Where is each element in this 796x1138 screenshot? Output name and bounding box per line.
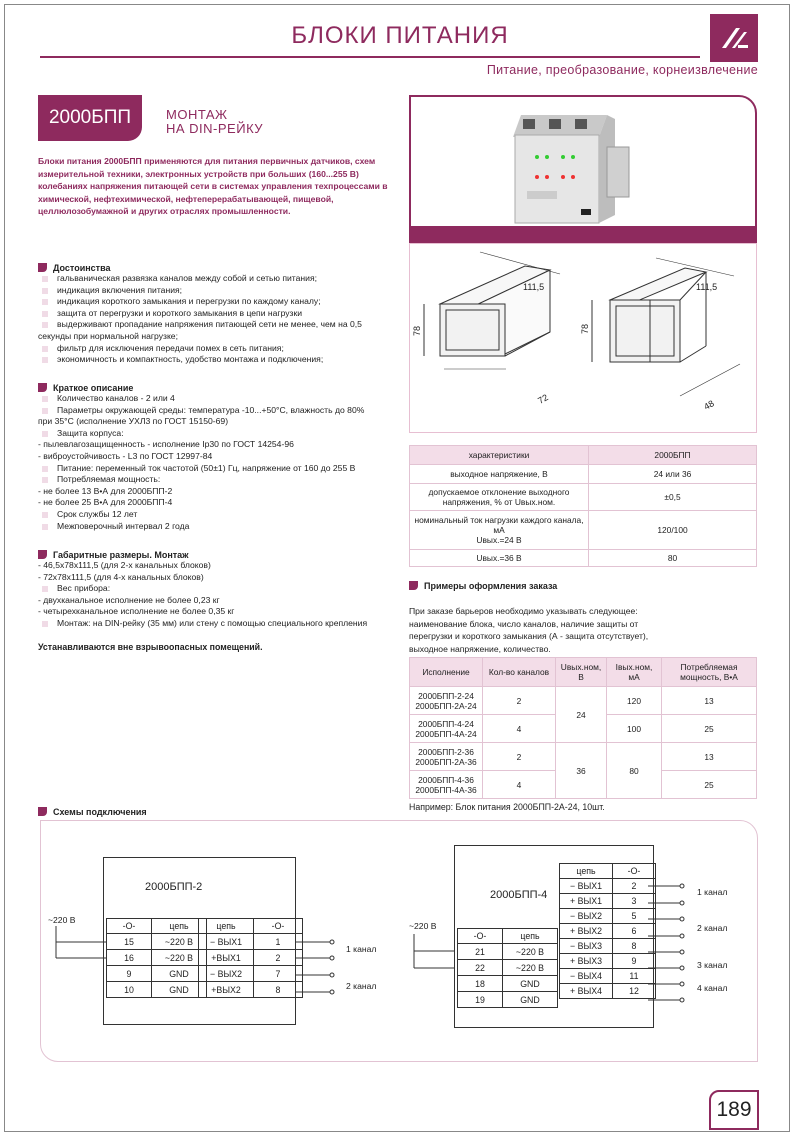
table-header: Исполнение bbox=[410, 658, 483, 687]
scheme-4-supply: ~220 В bbox=[409, 921, 437, 931]
list-item: Монтаж: на DIN-рейку (35 мм) или стену с помощью специального крепления bbox=[38, 618, 400, 630]
table-cell: 13 bbox=[662, 743, 757, 771]
table-cell: 8 bbox=[254, 982, 303, 998]
table-header: Потребляемая мощность, В•А bbox=[662, 658, 757, 687]
channel-label: 3 канал bbox=[697, 960, 728, 970]
dims-list bbox=[38, 560, 400, 630]
mount-line-2: НА DIN-РЕЙКУ bbox=[166, 121, 264, 136]
terminal-icon: -O- bbox=[613, 864, 656, 879]
table-cell: 25 bbox=[662, 771, 757, 799]
section-bullet-icon bbox=[38, 807, 47, 816]
dim-right-length: 111,5 bbox=[696, 282, 718, 292]
page-title: БЛОКИ ПИТАНИЯ bbox=[291, 22, 509, 49]
list-item: Вес прибора: bbox=[38, 583, 400, 595]
table-cell: GND bbox=[503, 976, 558, 992]
list-item: Количество каналов - 2 или 4 bbox=[38, 393, 400, 405]
table-row bbox=[410, 511, 757, 550]
brief-section bbox=[38, 383, 400, 532]
advantages-title: Достоинства bbox=[38, 263, 398, 273]
scheme-2-input-table bbox=[106, 918, 207, 998]
order-example: Например: Блок питания 2000БПП-2А-24, 10шт. bbox=[409, 802, 605, 812]
order-title: Примеры оформления заказа bbox=[409, 581, 757, 591]
table-cell: 16 bbox=[107, 950, 152, 966]
list-item: секунды при нормальной нагрузке; bbox=[38, 330, 178, 341]
list-item: - четырехканальное исполнение не более 0,35 кг bbox=[38, 606, 235, 617]
dims-title: Габаритные размеры. Монтаж bbox=[38, 550, 400, 560]
table-cell: 15 bbox=[107, 934, 152, 950]
table-cell: 2 bbox=[483, 687, 556, 715]
table-row bbox=[410, 446, 757, 465]
table-header: цепь bbox=[199, 919, 254, 934]
scheme-2-name: 2000БПП-2 bbox=[145, 881, 203, 893]
table-cell: ~220 В bbox=[503, 944, 558, 960]
table-cell: 2 bbox=[613, 879, 656, 894]
table-row bbox=[410, 743, 757, 771]
list-item: - пылевлагозащищенность - исполнение Ip30 по ГОСТ 14254-96 bbox=[38, 439, 294, 450]
advantages-section bbox=[38, 263, 398, 366]
table-cell: 2000БПП-2-24 2000БПП-2А-24 bbox=[410, 687, 483, 715]
dim-left-height: 78 bbox=[412, 325, 423, 337]
table-header: Кол-во каналов bbox=[483, 658, 556, 687]
table-cell: 6 bbox=[613, 924, 656, 939]
advantages-list bbox=[38, 273, 398, 366]
list-item: индикация короткого замыкания и перегрузки по каждому каналу; bbox=[38, 296, 398, 308]
table-cell: 2000БПП-4-36 2000БПП-4А-36 bbox=[410, 771, 483, 799]
table-cell: 2 bbox=[254, 950, 303, 966]
table-cell: Uвых.=36 В bbox=[410, 550, 589, 567]
list-item: - двухканальное исполнение не более 0,23 кг bbox=[38, 594, 220, 605]
list-item: защита от перегрузки и короткого замыкания в цепи нагрузки bbox=[38, 308, 398, 320]
table-cell: 13 bbox=[662, 687, 757, 715]
table-cell: 2 bbox=[483, 743, 556, 771]
table-row bbox=[410, 484, 757, 511]
table-cell: 24 bbox=[556, 687, 607, 743]
table-cell: 120 bbox=[607, 687, 662, 715]
table-cell: 100 bbox=[607, 715, 662, 743]
table-cell: + ВЫХ2 bbox=[560, 924, 613, 939]
channel-label: 1 канал bbox=[697, 887, 728, 897]
list-item: при 35°С (исполнение УХЛ3 по ГОСТ 15150-69) bbox=[38, 416, 229, 427]
table-cell: 80 bbox=[589, 550, 757, 567]
list-item: экономичность и компактность, удобство монтажа и подключения; bbox=[38, 354, 398, 366]
order-text: При заказе барьеров необходимо указывать следующее: наименование блока, число каналов, наличие защиты от перегрузки и короткого замыкания (А - защита отсутствует), выходное напряжение, количество. bbox=[409, 606, 649, 654]
scheme-4-output-table bbox=[559, 863, 656, 999]
table-cell: ±0,5 bbox=[589, 484, 757, 511]
list-item: индикация включения питания; bbox=[38, 285, 398, 297]
table-header: цепь bbox=[560, 864, 613, 879]
table-header: 2000БПП bbox=[589, 446, 757, 465]
table-cell: 2000БПП-2-36 2000БПП-2А-36 bbox=[410, 743, 483, 771]
table-cell: − ВЫХ2 bbox=[560, 909, 613, 924]
table-cell: 4 bbox=[483, 771, 556, 799]
list-item: фильтр для исключения передачи помех в сеть питания; bbox=[38, 343, 398, 355]
table-cell: 21 bbox=[458, 944, 503, 960]
channel-label: 1 канал bbox=[346, 944, 377, 954]
dim-left-length: 111,5 bbox=[523, 282, 545, 292]
table-cell: допускаемое отклонение выходного напряжения, % от Uвых.ном. bbox=[410, 484, 589, 511]
order-table-wrap bbox=[409, 657, 757, 799]
terminal-icon: -O- bbox=[254, 919, 303, 934]
dim-right-width: 48 bbox=[702, 398, 716, 412]
table-header: Iвых.ном, мА bbox=[607, 658, 662, 687]
page-subtitle: Питание, преобразование, корнеизвлечение bbox=[486, 63, 758, 77]
terminal-icon: -O- bbox=[107, 919, 152, 934]
logo-icon bbox=[710, 14, 758, 62]
list-item: Срок службы 12 лет bbox=[38, 509, 400, 521]
channel-label: 4 канал bbox=[697, 983, 728, 993]
dims-note: Устанавливаются вне взрывоопасных помещений. bbox=[38, 641, 263, 652]
table-cell: 1 bbox=[254, 934, 303, 950]
table-cell: − ВЫХ4 bbox=[560, 969, 613, 984]
table-cell: 22 bbox=[458, 960, 503, 976]
spec-table bbox=[409, 445, 757, 567]
list-item: Питание: переменный ток частотой (50±1) Гц, напряжение от 160 до 255 В bbox=[38, 463, 400, 475]
product-photo bbox=[411, 97, 755, 227]
scheme-2-supply: ~220 В bbox=[48, 915, 76, 925]
table-cell: − ВЫХ2 bbox=[199, 966, 254, 982]
terminal-icon: -O- bbox=[458, 929, 503, 944]
table-cell: − ВЫХ1 bbox=[560, 879, 613, 894]
mount-type bbox=[166, 108, 263, 136]
list-item: Параметры окружающей среды: температура -10...+50°С, влажность до 80% bbox=[38, 405, 400, 417]
table-row bbox=[410, 550, 757, 567]
channel-label: 2 канал bbox=[697, 923, 728, 933]
table-row bbox=[410, 465, 757, 484]
table-cell: 10 bbox=[107, 982, 152, 998]
dimension-drawing bbox=[409, 243, 757, 433]
scheme-4-name: 2000БПП-4 bbox=[490, 889, 548, 901]
table-cell: +ВЫХ2 bbox=[199, 982, 254, 998]
section-bullet-icon bbox=[409, 581, 418, 590]
table-row bbox=[410, 658, 757, 687]
table-cell: 36 bbox=[556, 743, 607, 799]
table-cell: 8 bbox=[613, 939, 656, 954]
page-number: 189 bbox=[709, 1090, 759, 1130]
table-cell: 7 bbox=[254, 966, 303, 982]
section-bullet-icon bbox=[38, 383, 47, 392]
list-item: - не более 25 В•А для 2000БПП-4 bbox=[38, 497, 173, 508]
table-cell: 11 bbox=[613, 969, 656, 984]
table-cell: ~220 В bbox=[152, 934, 207, 950]
table-cell: 3 bbox=[613, 894, 656, 909]
table-cell: 25 bbox=[662, 715, 757, 743]
brief-title: Краткое описание bbox=[38, 383, 400, 393]
table-cell: 120/100 bbox=[589, 511, 757, 550]
brand-logo bbox=[710, 14, 758, 62]
table-cell: + ВЫХ4 bbox=[560, 984, 613, 999]
spec-table-wrap bbox=[409, 445, 757, 567]
table-cell: + ВЫХ3 bbox=[560, 954, 613, 969]
intro-text: Блоки питания 2000БПП применяются для питания первичных датчиков, схем измерительной техники, электронных устройств при больших (160...255 В) колебаниях напряжения питающей сети в системах управления техпроцессами в химической, нефтехимической, нефтеперерабатывающей, пищевой, целлюлозобумажной и других отраслях промышленности. bbox=[38, 156, 388, 216]
table-header: характеристики bbox=[410, 446, 589, 465]
list-item: - не более 13 В•А для 2000БПП-2 bbox=[38, 485, 173, 496]
table-cell: GND bbox=[152, 982, 207, 998]
table-cell: 80 bbox=[607, 743, 662, 799]
dim-right-height: 78 bbox=[580, 323, 591, 335]
list-item: - 72x78x111,5 (для 4-х канальных блоков) bbox=[38, 571, 204, 582]
section-bullet-icon bbox=[38, 263, 47, 272]
schemes-title: Схемы подключения bbox=[38, 807, 147, 817]
table-cell: 12 bbox=[613, 984, 656, 999]
table-cell: − ВЫХ3 bbox=[560, 939, 613, 954]
table-cell: 9 bbox=[107, 966, 152, 982]
list-item: - виброустойчивость - L3 по ГОСТ 12997-84 bbox=[38, 450, 213, 461]
list-item: гальваническая развязка каналов между собой и сетью питания; bbox=[38, 273, 398, 285]
list-item: Защита корпуса: bbox=[38, 428, 400, 440]
dims-section bbox=[38, 550, 400, 652]
table-cell: GND bbox=[152, 966, 207, 982]
scheme-4-input-table bbox=[457, 928, 558, 1008]
channel-label: 2 канал bbox=[346, 981, 377, 991]
order-section bbox=[409, 581, 757, 655]
table-cell: − ВЫХ1 bbox=[199, 934, 254, 950]
table-cell: GND bbox=[503, 992, 558, 1008]
table-header: цепь bbox=[152, 919, 207, 934]
section-bullet-icon bbox=[38, 550, 47, 559]
table-cell: 9 bbox=[613, 954, 656, 969]
list-item: Межповерочный интервал 2 года bbox=[38, 521, 400, 533]
table-header: цепь bbox=[503, 929, 558, 944]
product-photo-frame bbox=[409, 95, 757, 243]
table-cell: +ВЫХ1 bbox=[199, 950, 254, 966]
list-item: выдерживают пропадание напряжения питающей сети не менее, чем на 0,5 bbox=[38, 319, 398, 331]
dim-left-width: 72 bbox=[536, 392, 550, 406]
scheme-2-output-table bbox=[198, 918, 303, 998]
table-cell: + ВЫХ1 bbox=[560, 894, 613, 909]
order-table bbox=[409, 657, 757, 799]
list-item: - 46,5x78x111,5 (для 2-х канальных блоков) bbox=[38, 560, 211, 570]
table-cell: 5 bbox=[613, 909, 656, 924]
photo-accent-bar bbox=[409, 226, 757, 243]
table-cell: ~220 В bbox=[503, 960, 558, 976]
table-cell: 4 bbox=[483, 715, 556, 743]
table-cell: 19 bbox=[458, 992, 503, 1008]
table-cell: 18 bbox=[458, 976, 503, 992]
table-cell: 24 или 36 bbox=[589, 465, 757, 484]
list-item: Потребляемая мощность: bbox=[38, 474, 400, 486]
table-cell: ~220 В bbox=[152, 950, 207, 966]
model-badge: 2000БПП bbox=[38, 95, 142, 141]
table-row bbox=[410, 687, 757, 715]
header-rule bbox=[40, 56, 700, 58]
mount-line-1: МОНТАЖ bbox=[166, 107, 228, 122]
table-cell: номинальный ток нагрузки каждого канала, мА Uвых.=24 В bbox=[410, 511, 589, 550]
table-header: Uвых.ном, В bbox=[556, 658, 607, 687]
brief-list bbox=[38, 393, 400, 532]
table-cell: 2000БПП-4-24 2000БПП-4А-24 bbox=[410, 715, 483, 743]
table-cell: выходное напряжение, В bbox=[410, 465, 589, 484]
